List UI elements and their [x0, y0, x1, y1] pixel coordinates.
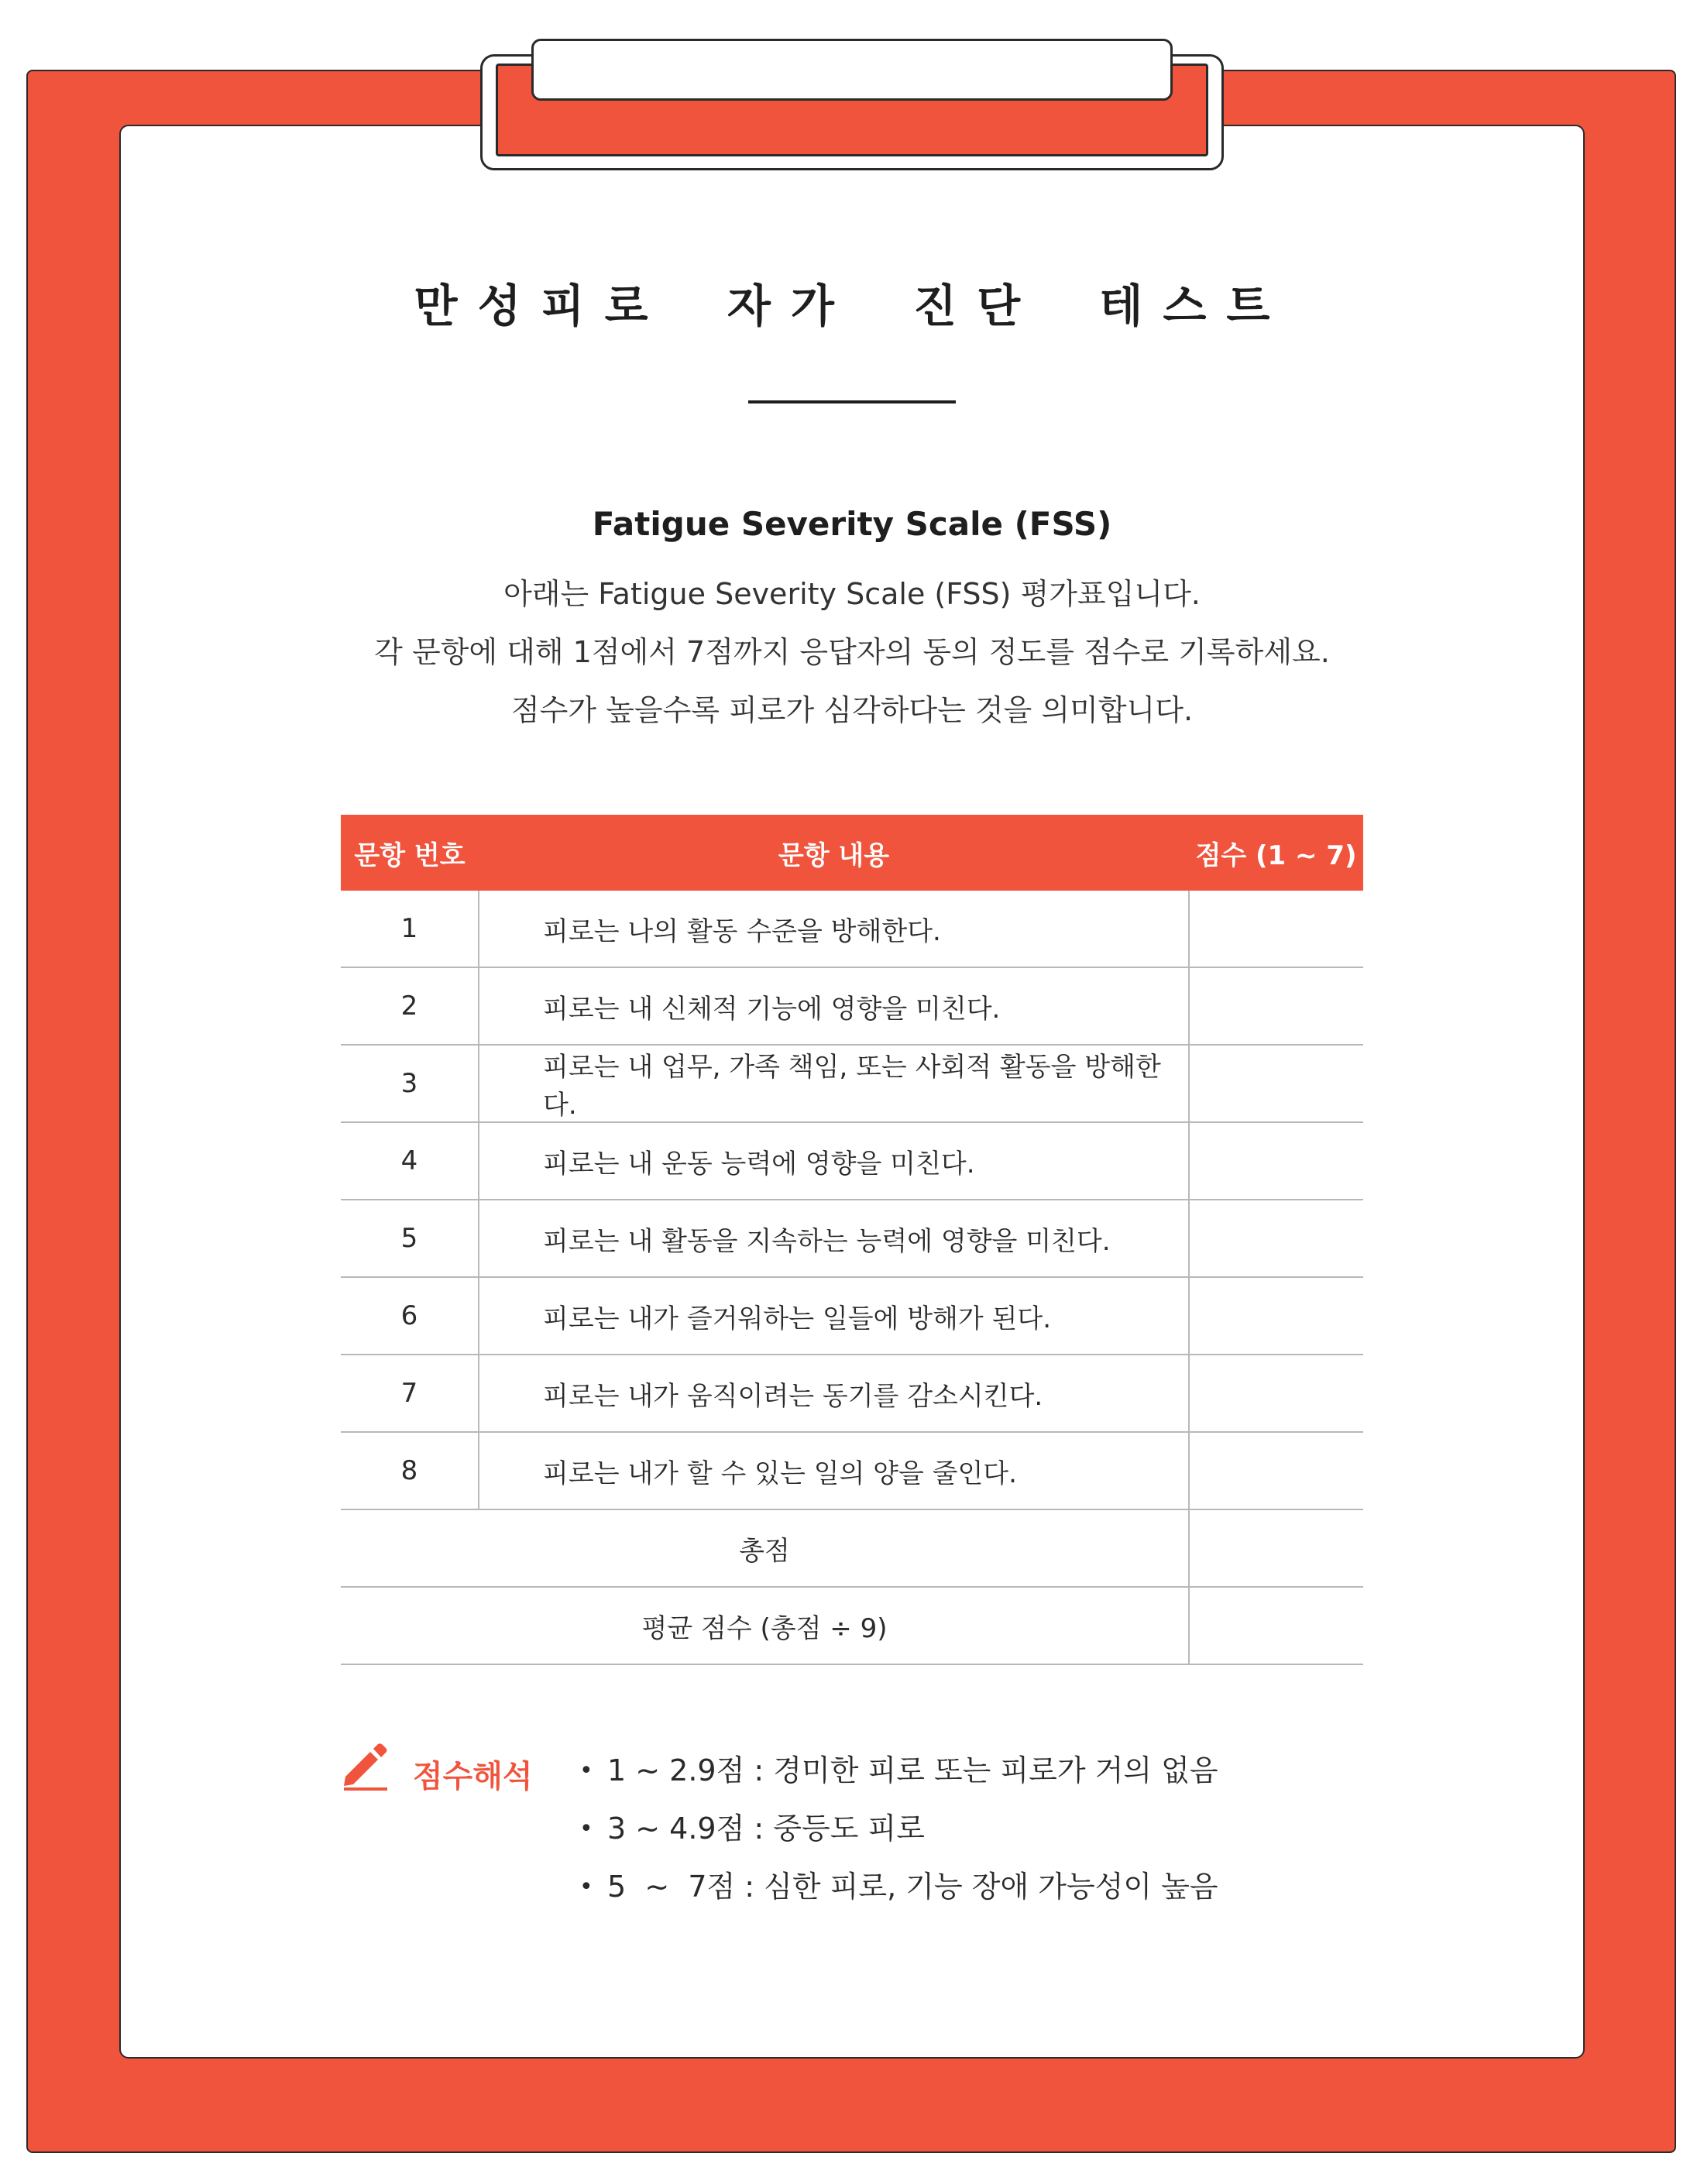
item-text: 피로는 내 활동을 지속하는 능력에 영향을 미친다. [479, 1200, 1189, 1277]
item-number: 2 [341, 967, 479, 1045]
table-row [341, 967, 1363, 1045]
list-item: • 5 ~ 7점 : 심한 피로, 기능 장애 가능성이 높음 [579, 1870, 1218, 1904]
header-item-number: 문항 번호 [341, 815, 479, 891]
interpretation-list [579, 1752, 1218, 1926]
average-label: 평균 점수 (총점 ÷ 9) [341, 1587, 1189, 1664]
item-text: 피로는 내 신체적 기능에 영향을 미친다. [479, 967, 1189, 1045]
fss-table [341, 815, 1363, 1665]
scale-subtitle: Fatigue Severity Scale (FSS) [592, 505, 1112, 543]
table-row [341, 1355, 1363, 1432]
intro-text [0, 565, 1704, 740]
item-number: 3 [341, 1045, 479, 1122]
total-label: 총점 [341, 1509, 1189, 1587]
list-item: • 3 ~ 4.9점 : 중등도 피로 [579, 1811, 925, 1846]
item-number: 8 [341, 1432, 479, 1509]
total-score-cell[interactable] [1189, 1509, 1363, 1587]
interpretation-text: 5 ~ 7점 : 심한 피로, 기능 장애 가능성이 높음 [607, 1870, 1218, 1904]
score-cell[interactable] [1189, 1122, 1363, 1200]
title-divider [748, 400, 956, 403]
score-cell[interactable] [1189, 1355, 1363, 1432]
item-number: 7 [341, 1355, 479, 1432]
score-cell[interactable] [1189, 1200, 1363, 1277]
total-row [341, 1509, 1363, 1587]
intro-line: 각 문항에 대해 1점에서 7점까지 응답자의 동의 정도를 점수로 기록하세요. [374, 635, 1330, 669]
interpretation-text: 3 ~ 4.9점 : 중등도 피로 [607, 1811, 925, 1846]
item-text: 피로는 나의 활동 수준을 방해한다. [479, 891, 1189, 967]
item-text: 피로는 내가 할 수 있는 일의 양을 줄인다. [479, 1432, 1189, 1509]
page-title: 만성피로 자가 진단 테스트 [414, 280, 1290, 332]
table-row [341, 1200, 1363, 1277]
intro-line: 점수가 높을수록 피로가 심각하다는 것을 의미합니다. [510, 693, 1194, 727]
score-cell[interactable] [1189, 967, 1363, 1045]
item-text: 피로는 내가 즐거워하는 일들에 방해가 된다. [479, 1277, 1189, 1355]
table-row [341, 1122, 1363, 1200]
item-text: 피로는 내 운동 능력에 영향을 미친다. [479, 1122, 1189, 1200]
average-row [341, 1587, 1363, 1664]
table-header-row [341, 815, 1363, 891]
item-number: 5 [341, 1200, 479, 1277]
score-cell[interactable] [1189, 891, 1363, 967]
item-text: 피로는 내가 움직이려는 동기를 감소시킨다. [479, 1355, 1189, 1432]
score-cell[interactable] [1189, 1432, 1363, 1509]
score-cell[interactable] [1189, 1045, 1363, 1122]
score-cell[interactable] [1189, 1277, 1363, 1355]
interpretation-text: 1 ~ 2.9점 : 경미한 피로 또는 피로가 거의 없음 [607, 1753, 1218, 1787]
table-row [341, 1045, 1363, 1122]
table-row [341, 1277, 1363, 1355]
header-score: 점수 (1 ~ 7) [1189, 815, 1363, 891]
clip-top [531, 39, 1173, 101]
intro-line: 아래는 Fatigue Severity Scale (FSS) 평가표입니다. [503, 577, 1201, 611]
interpretation-label: 점수해석 [413, 1759, 533, 1794]
item-number: 1 [341, 891, 479, 967]
header-item-content: 문항 내용 [479, 815, 1189, 891]
item-text: 피로는 내 업무, 가족 책임, 또는 사회적 활동을 방해한다. [479, 1045, 1189, 1122]
list-item: • 1 ~ 2.9점 : 경미한 피로 또는 피로가 거의 없음 [579, 1753, 1218, 1787]
average-score-cell[interactable] [1189, 1587, 1363, 1664]
table-row [341, 1432, 1363, 1509]
item-number: 4 [341, 1122, 479, 1200]
pencil-icon [341, 1741, 390, 1791]
item-number: 6 [341, 1277, 479, 1355]
table-row [341, 891, 1363, 967]
